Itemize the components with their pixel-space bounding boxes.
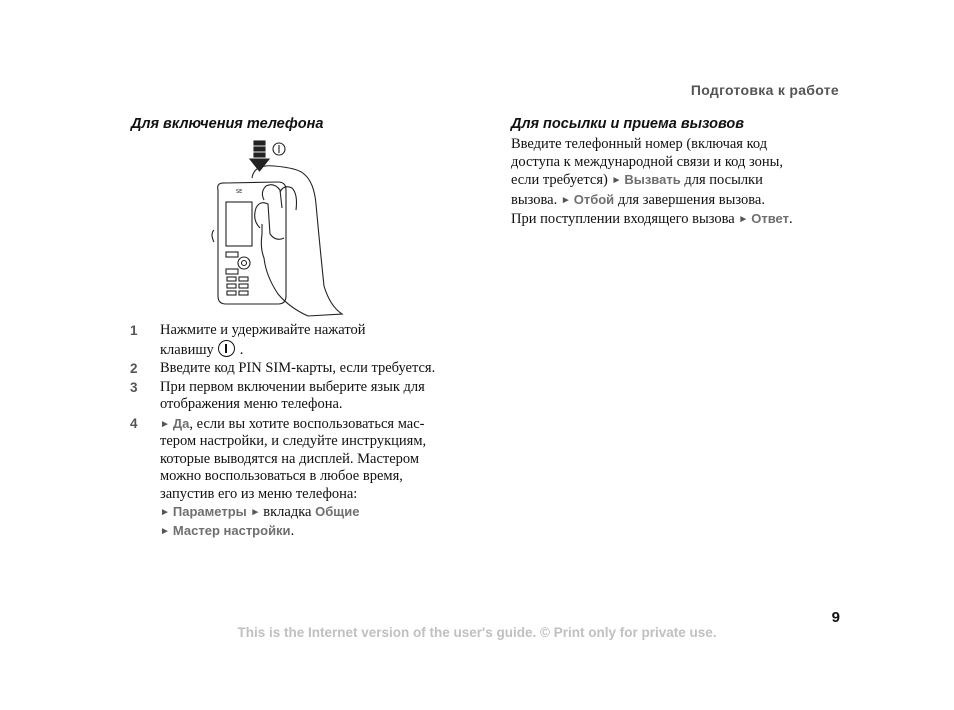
- step-text: которые выводятся на дисплей. Мастером: [160, 450, 420, 467]
- step-text: .: [239, 341, 244, 358]
- power-on-illustration-icon: [200, 138, 380, 318]
- step-text: тером настройки, и следуйте инструкциям,: [160, 433, 427, 449]
- step-text: , если вы хотите воспользоваться мас-: [189, 415, 425, 432]
- step-text: можно воспользоваться в любое время,: [160, 468, 403, 484]
- step-number: 3: [130, 379, 138, 395]
- step-text: Нажмите и удерживайте нажатой: [160, 322, 366, 338]
- step-text: При первом включении выберите язык для: [160, 378, 425, 395]
- step-3: [130, 379, 465, 414]
- para-text: .: [788, 210, 793, 227]
- arrow-icon: ►: [611, 175, 622, 187]
- para-text: При поступлении входящего вызова: [511, 210, 735, 227]
- step-1: [130, 322, 465, 359]
- para-text: доступа к международной связи и код зоны,: [511, 154, 784, 171]
- step-4: [130, 415, 465, 541]
- step-text: Введите код PIN SIM-карты, если требуется.: [160, 360, 436, 376]
- step-text: .: [290, 522, 295, 539]
- step-number: 1: [130, 323, 138, 338]
- heading-calls: Для посылки и приема вызовов: [511, 116, 745, 132]
- arrow-icon: ►: [738, 213, 749, 225]
- power-on-steps: [130, 322, 465, 541]
- page-number: 9: [831, 609, 840, 626]
- section-title: Подготовка к работе: [690, 82, 839, 98]
- power-key-icon: [218, 340, 235, 357]
- keyword-settings: Параметры: [172, 504, 247, 519]
- step-text: клавишу: [160, 341, 214, 358]
- para-text: для посылки: [684, 172, 763, 189]
- para-text: Введите телефонный номер (включая код: [511, 136, 768, 152]
- keyword-setup-wizard: Мастер настройки: [172, 522, 291, 538]
- step-text: запустив его из меню телефона:: [160, 485, 358, 502]
- para-text: для завершения вызова.: [617, 191, 765, 208]
- para-text: если требуется): [511, 172, 608, 189]
- step-number: 4: [130, 415, 138, 431]
- step-text: вкладка: [263, 504, 312, 520]
- arrow-icon: ►: [250, 507, 261, 518]
- keyword-general: Общие: [315, 504, 360, 519]
- keyword-end-call: Отбой: [573, 191, 615, 207]
- para-text: вызова.: [511, 191, 558, 208]
- step-text: отображения меню телефона.: [160, 396, 343, 412]
- arrow-icon: ►: [560, 194, 571, 206]
- keyword-answer: Ответ: [751, 210, 789, 226]
- keyword-yes: Да: [172, 415, 190, 431]
- heading-power-on: Для включения телефона: [131, 116, 324, 132]
- arrow-icon: ►: [160, 418, 170, 430]
- step-2: [130, 360, 465, 378]
- calls-paragraph: [511, 135, 846, 229]
- keyword-call: Вызвать: [624, 172, 681, 188]
- arrow-icon: ►: [160, 507, 170, 518]
- footer-notice: This is the Internet version of the user's guide. © Print only for private use.: [237, 625, 717, 640]
- svg-text:SE: SE: [236, 189, 243, 195]
- arrow-icon: ►: [160, 525, 170, 537]
- step-number: 2: [130, 361, 138, 376]
